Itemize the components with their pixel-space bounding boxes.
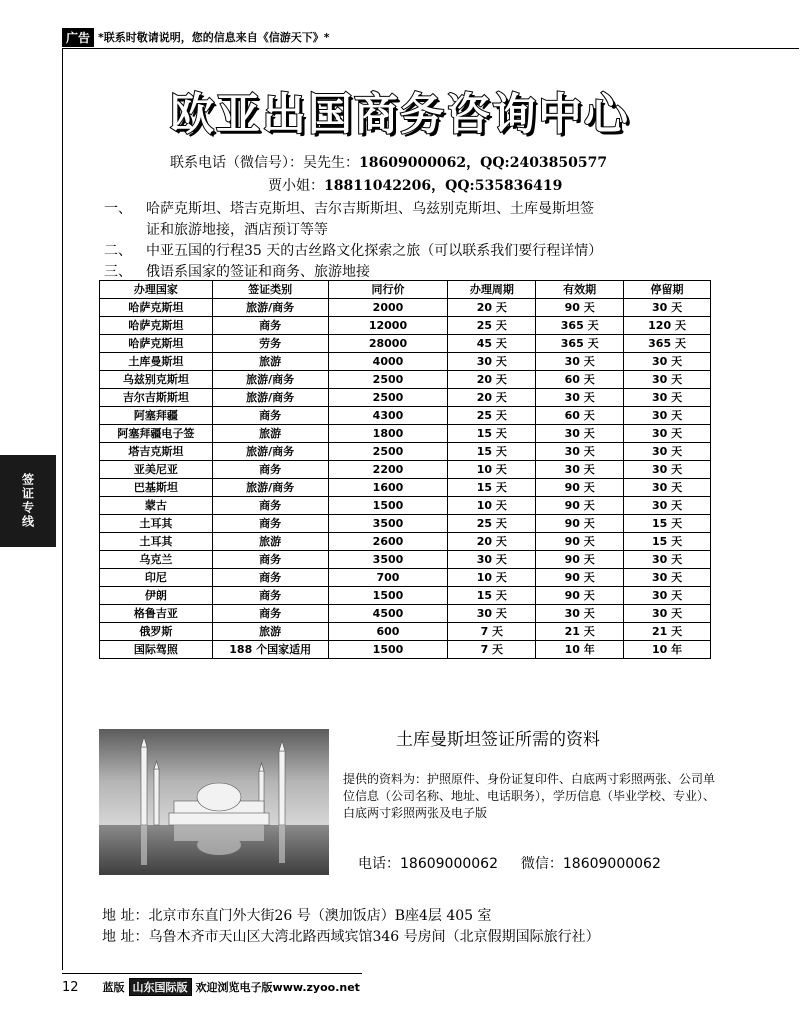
table-cell: 商务 [212,317,328,335]
table-cell: 90 天 [536,515,624,533]
table-row [100,641,711,659]
footer [62,978,360,996]
intro-item [104,198,594,218]
table-cell: 吉尔吉斯斯坦 [100,389,213,407]
table-cell: 15 天 [624,515,711,533]
table-cell: 30 天 [624,299,711,317]
table-row [100,353,711,371]
table-cell: 30 天 [624,605,711,623]
table-cell: 30 天 [536,605,624,623]
table-cell: 30 天 [624,443,711,461]
table-cell: 旅游 [212,533,328,551]
header-notice: *联系时敬请说明，您的信息来自《信游天下》* [98,31,330,44]
table-cell: 12000 [328,317,448,335]
table-cell: 2500 [328,371,448,389]
column-header: 办理周期 [448,281,536,299]
table-cell: 商务 [212,551,328,569]
table-cell: 90 天 [536,533,624,551]
table-cell: 旅游/商务 [212,479,328,497]
table-cell: 21 天 [536,623,624,641]
table-cell: 15 天 [448,425,536,443]
intro-text: 证和旅游地接，酒店预订等等 [146,222,328,238]
table-cell: 30 天 [624,371,711,389]
table-cell: 商务 [212,407,328,425]
address-text: 乌鲁木齐市天山区大湾北路西域宾馆346 号房间（北京假期国际旅行社） [148,929,600,945]
table-cell: 格鲁吉亚 [100,605,213,623]
table-cell: 旅游/商务 [212,443,328,461]
table-row [100,497,711,515]
table-cell: 20 天 [448,299,536,317]
table-cell: 365 天 [536,317,624,335]
wechat-label: 微信： [520,856,563,872]
address-line [102,905,492,925]
table-row [100,407,711,425]
table-row [100,461,711,479]
table-cell: 28000 [328,335,448,353]
table-cell: 土库曼斯坦 [100,353,213,371]
table-cell: 巴基斯坦 [100,479,213,497]
table-cell: 30 天 [448,605,536,623]
table-cell: 21 天 [624,623,711,641]
side-tab [0,455,56,547]
table-cell: 7 天 [448,623,536,641]
contact-value-2: 18811042206，QQ:535836419 [324,178,563,194]
table-cell: 哈萨克斯坦 [100,335,213,353]
table-cell: 商务 [212,587,328,605]
table-cell: 10 天 [448,461,536,479]
intro-item [104,219,328,239]
column-header: 签证类别 [212,281,328,299]
table-row [100,623,711,641]
table-cell: 4300 [328,407,448,425]
table-cell: 30 天 [448,353,536,371]
table-cell: 365 天 [536,335,624,353]
table-cell: 25 天 [448,317,536,335]
table-cell: 30 天 [624,587,711,605]
intro-num: 三、 [104,264,132,280]
intro-text: 中亚五国的行程35 天的古丝路文化探索之旅（可以联系我们要行程详情） [146,243,603,259]
table-cell: 乌兹别克斯坦 [100,371,213,389]
table-cell: 10 天 [448,569,536,587]
intro-item [104,261,370,281]
table-cell: 1500 [328,641,448,659]
table-cell: 30 天 [624,407,711,425]
address-line [102,926,600,946]
table-cell: 15 天 [448,479,536,497]
table-row [100,533,711,551]
table-cell: 哈萨克斯坦 [100,317,213,335]
contact-label-1: 联系电话（微信号）：吴先生： [170,155,359,171]
table-cell: 印尼 [100,569,213,587]
turkmenistan-contact [358,853,661,873]
table-cell: 劳务 [212,335,328,353]
table-cell: 乌克兰 [100,551,213,569]
table-cell: 商务 [212,497,328,515]
table-cell: 旅游 [212,623,328,641]
column-header: 同行价 [328,281,448,299]
contact-label-2: 贾小姐： [268,178,324,194]
visa-price-table [99,280,711,659]
table-cell: 4000 [328,353,448,371]
table-cell: 2500 [328,389,448,407]
table-cell: 旅游 [212,353,328,371]
table-cell: 塔吉克斯坦 [100,443,213,461]
column-header: 办理国家 [100,281,213,299]
table-cell: 90 天 [536,551,624,569]
column-header: 有效期 [536,281,624,299]
table-cell: 30 天 [624,461,711,479]
table-cell: 30 天 [448,551,536,569]
address-label: 地 址： [102,908,149,924]
table-cell: 伊朗 [100,587,213,605]
table-cell: 商务 [212,461,328,479]
intro-text: 俄语系国家的签证和商务、旅游地接 [146,264,370,280]
table-cell: 15 天 [448,443,536,461]
table-cell: 1800 [328,425,448,443]
table-cell: 阿塞拜疆电子签 [100,425,213,443]
table-cell: 旅游/商务 [212,371,328,389]
table-cell: 25 天 [448,515,536,533]
table-row [100,317,711,335]
table-header-row [100,281,711,299]
table-cell: 30 天 [536,353,624,371]
table-cell: 30 天 [624,497,711,515]
table-row [100,299,711,317]
table-row [100,443,711,461]
table-cell: 10 年 [624,641,711,659]
table-cell: 90 天 [536,569,624,587]
header-bar [62,28,330,46]
turkmenistan-title: 土库曼斯坦签证所需的资料 [396,730,600,750]
table-cell: 7 天 [448,641,536,659]
table-cell: 120 天 [624,317,711,335]
table-cell: 30 天 [536,389,624,407]
address-label: 地 址： [102,929,149,945]
table-cell: 3500 [328,551,448,569]
table-row [100,587,711,605]
table-cell: 土耳其 [100,533,213,551]
wechat-number: 18609000062 [562,856,661,872]
phone-label: 电话： [358,856,400,872]
table-row [100,425,711,443]
column-header: 停留期 [624,281,711,299]
address-text: 北京市东直门外大街26 号（澳加饭店）B座4层 405 室 [148,908,492,924]
table-cell: 90 天 [536,587,624,605]
mosque-photo [99,729,329,875]
table-cell: 30 天 [536,461,624,479]
table-cell: 30 天 [536,425,624,443]
table-cell: 阿塞拜疆 [100,407,213,425]
table-cell: 30 天 [536,443,624,461]
phone-number: 18609000062 [400,856,498,872]
table-row [100,551,711,569]
table-cell: 2600 [328,533,448,551]
turkmenistan-materials: 提供的资料为：护照原件、身份证复印件、白底两寸彩照两张、公司单位信息（公司名称、地址、电话职务），学历信息（毕业学校、专业）、白底两寸彩照两张及电子版 [343,772,716,820]
intro-num: 一、 [104,201,132,217]
footer-website: 欢迎浏览电子版www.zyoo.net [195,981,360,994]
table-cell: 10 天 [448,497,536,515]
intro-num: 二、 [104,243,132,259]
table-cell: 2000 [328,299,448,317]
table-cell: 10 年 [536,641,624,659]
table-cell: 20 天 [448,371,536,389]
contact-value-1: 18609000062，QQ:2403850577 [359,155,608,171]
table-row [100,605,711,623]
footer-divider [62,973,362,974]
table-cell: 旅游/商务 [212,389,328,407]
table-cell: 亚美尼亚 [100,461,213,479]
page-title: 欧亚出国商务咨询中心 [170,89,630,140]
table-cell: 2200 [328,461,448,479]
table-cell: 1600 [328,479,448,497]
table-cell: 90 天 [536,497,624,515]
table-cell: 20 天 [448,389,536,407]
table-row [100,335,711,353]
table-cell: 商务 [212,605,328,623]
table-cell: 1500 [328,497,448,515]
table-cell: 蒙古 [100,497,213,515]
table-row [100,371,711,389]
contact-line-1 [170,152,607,172]
table-cell: 旅游/商务 [212,299,328,317]
table-cell: 哈萨克斯坦 [100,299,213,317]
contact-line-2 [268,175,562,195]
table-cell: 600 [328,623,448,641]
table-row [100,515,711,533]
ad-tag: 广告 [62,28,94,47]
table-cell: 30 天 [624,389,711,407]
table-cell: 45 天 [448,335,536,353]
table-cell: 25 天 [448,407,536,425]
table-cell: 15 天 [624,533,711,551]
table-cell: 30 天 [624,353,711,371]
table-cell: 商务 [212,515,328,533]
table-cell: 30 天 [624,569,711,587]
table-cell: 30 天 [624,425,711,443]
table-cell: 700 [328,569,448,587]
table-cell: 俄罗斯 [100,623,213,641]
table-cell: 国际驾照 [100,641,213,659]
table-cell: 60 天 [536,407,624,425]
table-cell: 365 天 [624,335,711,353]
table-row [100,479,711,497]
page-number: 12 [62,979,79,995]
table-cell: 60 天 [536,371,624,389]
table-cell: 4500 [328,605,448,623]
table-cell: 1500 [328,587,448,605]
intro-text: 哈萨克斯坦、塔吉克斯坦、吉尔吉斯斯坦、乌兹别克斯坦、土库曼斯坦签 [146,201,594,217]
table-cell: 旅游 [212,425,328,443]
table-cell: 商务 [212,569,328,587]
table-row [100,389,711,407]
table-cell: 90 天 [536,479,624,497]
table-cell: 2500 [328,443,448,461]
table-cell: 3500 [328,515,448,533]
edition-label: 蓝版 [102,981,125,994]
table-cell: 15 天 [448,587,536,605]
table-cell: 90 天 [536,299,624,317]
table-cell: 土耳其 [100,515,213,533]
table-cell: 188 个国家适用 [212,641,328,659]
table-cell: 30 天 [624,551,711,569]
side-tab-label: 签证专线 [20,473,35,529]
table-row [100,569,711,587]
table-cell: 20 天 [448,533,536,551]
table-cell: 30 天 [624,479,711,497]
section-label: 山东国际版 [129,978,192,996]
intro-item [104,240,602,260]
